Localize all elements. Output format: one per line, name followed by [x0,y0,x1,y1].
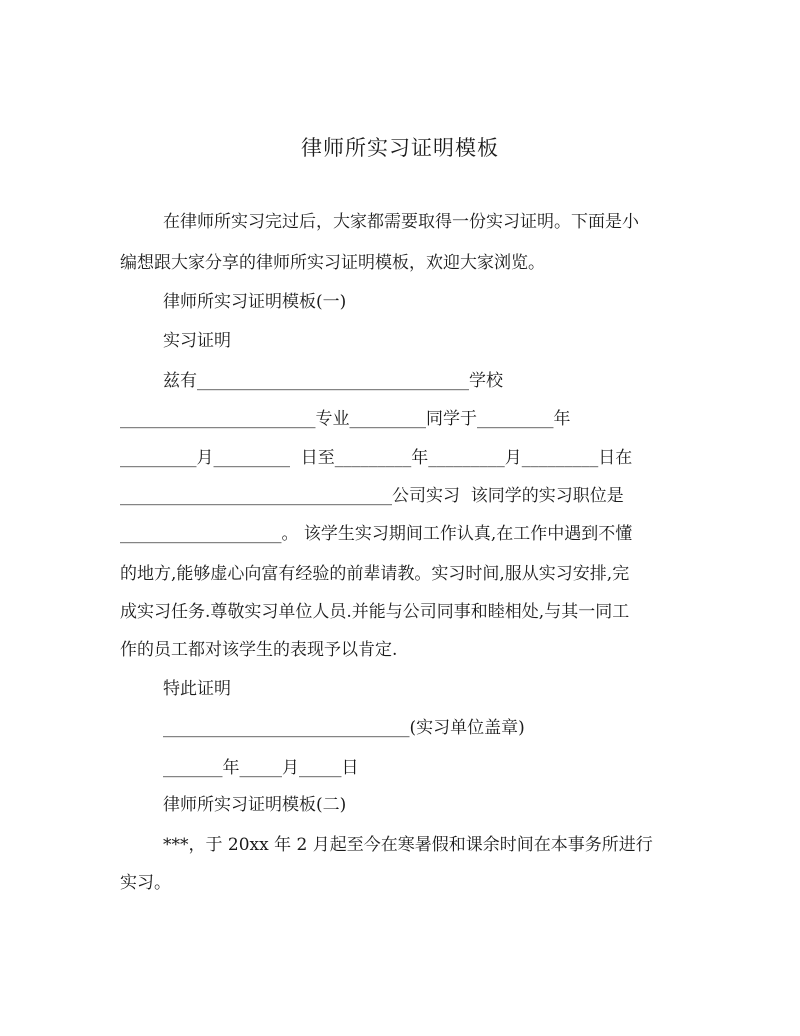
document-title: 律师所实习证明模板 [301,136,499,160]
intro-line-2: 编想跟大家分享的律师所实习证明模板，欢迎大家浏览。 [120,253,545,273]
seal-line: _____________________________(实习单位盖章) [163,718,525,738]
school-line: 兹有________________________________学校 [163,371,503,391]
signature-date-line: _______年_____月_____日 [163,758,359,778]
template-2-heading: 律师所实习证明模板(二) [163,795,347,815]
body-line-3: 作的员工都对该学生的表现予以肯定. [120,640,398,660]
company-line: ________________________________公司实习 该同学的实习职位是 [120,486,624,506]
template-1-heading: 律师所实习证明模板(一) [163,292,347,312]
body-line-1: 的地方,能够虚心向富有经验的前辈请教。实习时间,服从实习安排,完 [120,564,630,584]
major-line: _______________________专业_________同学于_________年 [120,409,571,429]
intro-line-1: 在律师所实习完过后，大家都需要取得一份实习证明。下面是小 [163,212,639,232]
position-line: ___________________。 该学生实习期间工作认真,在工作中遇到不懂 [120,524,633,544]
template-2-line-1: ***，于 20xx 年 2 月起至今在寒暑假和课余时间在本事务所进行 [163,835,653,855]
date-line: _________月_________ 日至_________年_________月_________日在 [120,448,633,468]
body-line-2: 成实习任务.尊敬实习单位人员.并能与公司同事和睦相处,与其一同工 [120,602,630,622]
certify-line: 特此证明 [163,679,231,699]
certificate-heading: 实习证明 [163,331,231,351]
template-2-line-2: 实习。 [120,873,171,893]
